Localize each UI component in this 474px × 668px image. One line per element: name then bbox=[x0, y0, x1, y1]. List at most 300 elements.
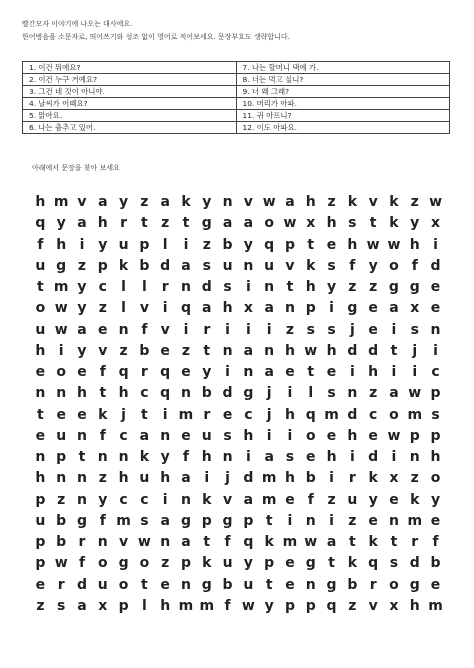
puzzle-letter: i bbox=[183, 321, 189, 338]
puzzle-letter: f bbox=[224, 597, 231, 614]
puzzle-letter: y bbox=[326, 279, 337, 295]
puzzle-letter: n bbox=[305, 576, 316, 593]
puzzle-letter: d bbox=[201, 279, 212, 295]
puzzle-letter: v bbox=[119, 534, 129, 550]
puzzle-letter: n bbox=[180, 385, 191, 402]
puzzle-letter: t bbox=[307, 236, 315, 253]
puzzle-letter: z bbox=[98, 300, 107, 317]
puzzle-letter: z bbox=[119, 342, 128, 359]
puzzle-letter: y bbox=[368, 491, 378, 508]
puzzle-letter: i bbox=[433, 342, 438, 359]
puzzle-letter: h bbox=[284, 406, 295, 423]
sentence-cell: 11. 귀 아프니? bbox=[236, 110, 450, 122]
puzzle-letter: q bbox=[305, 406, 316, 423]
puzzle-letter: h bbox=[201, 449, 212, 465]
puzzle-letter: w bbox=[429, 194, 442, 210]
puzzle-letter: n bbox=[430, 321, 441, 338]
puzzle-letter: y bbox=[119, 194, 129, 210]
puzzle-letter: g bbox=[409, 279, 420, 295]
puzzle-letter: f bbox=[224, 534, 231, 550]
puzzle-letter: i bbox=[266, 321, 272, 338]
puzzle-letter: m bbox=[178, 406, 194, 423]
puzzle-letter: m bbox=[324, 406, 339, 423]
puzzle-letter: a bbox=[77, 215, 87, 232]
puzzle-letter: k bbox=[181, 194, 191, 210]
puzzle-letter: h bbox=[243, 427, 254, 444]
puzzle-letter: n bbox=[347, 385, 358, 402]
puzzle-letter: c bbox=[431, 364, 440, 380]
puzzle-letter: h bbox=[347, 427, 358, 444]
puzzle-letter: u bbox=[35, 512, 46, 529]
puzzle-letter: u bbox=[201, 427, 212, 444]
puzzle-letter: c bbox=[140, 385, 149, 402]
puzzle-letter: t bbox=[37, 406, 44, 423]
puzzle-letter: m bbox=[261, 491, 277, 508]
puzzle-letter: r bbox=[348, 470, 356, 487]
puzzle-letter: s bbox=[223, 427, 232, 444]
puzzle-letter: h bbox=[305, 279, 316, 295]
puzzle-letter: k bbox=[368, 534, 378, 550]
puzzle-letter: i bbox=[329, 300, 334, 317]
puzzle-letter: l bbox=[141, 597, 147, 614]
puzzle-letter: e bbox=[222, 406, 233, 423]
puzzle-letter: s bbox=[140, 512, 149, 529]
puzzle-letter: y bbox=[202, 194, 212, 210]
puzzle-letter: q bbox=[35, 215, 46, 232]
puzzle-letter: i bbox=[412, 364, 418, 380]
puzzle-letter: j bbox=[121, 406, 126, 423]
puzzle-letter: y bbox=[368, 257, 378, 274]
puzzle-letter: j bbox=[412, 342, 418, 359]
puzzle-letter: v bbox=[139, 300, 149, 317]
puzzle-letter: z bbox=[181, 342, 191, 359]
puzzle-letter: h bbox=[409, 236, 420, 253]
word-search-grid bbox=[30, 192, 446, 617]
puzzle-letter: h bbox=[326, 342, 337, 359]
puzzle-letter: f bbox=[349, 257, 356, 274]
puzzle-letter: z bbox=[140, 194, 149, 210]
puzzle-letter: b bbox=[56, 534, 67, 550]
puzzle-letter: a bbox=[264, 449, 274, 465]
puzzle-letter: b bbox=[139, 342, 150, 359]
puzzle-letter: j bbox=[266, 385, 272, 402]
puzzle-letter: q bbox=[243, 534, 254, 550]
puzzle-letter: y bbox=[410, 215, 420, 232]
puzzle-letter: n bbox=[243, 257, 254, 274]
puzzle-letter: r bbox=[411, 534, 419, 550]
puzzle-letter: x bbox=[306, 215, 316, 232]
puzzle-letter: x bbox=[389, 597, 399, 614]
puzzle-letter: a bbox=[389, 385, 399, 402]
puzzle-letter: k bbox=[202, 555, 212, 572]
puzzle-letter: h bbox=[35, 470, 46, 487]
puzzle-letter: n bbox=[264, 279, 275, 295]
puzzle-letter: b bbox=[347, 576, 358, 593]
puzzle-letter: r bbox=[203, 406, 211, 423]
puzzle-letter: b bbox=[305, 470, 316, 487]
puzzle-letter: g bbox=[180, 512, 191, 529]
puzzle-letter: e bbox=[285, 491, 295, 508]
puzzle-letter: s bbox=[285, 449, 295, 465]
puzzle-letter: u bbox=[222, 555, 233, 572]
puzzle-letter: p bbox=[305, 597, 316, 614]
puzzle-letter: a bbox=[160, 194, 170, 210]
puzzle-letter: i bbox=[225, 321, 230, 338]
puzzle-letter: g bbox=[201, 576, 212, 593]
puzzle-letter: d bbox=[160, 257, 171, 274]
puzzle-letter: p bbox=[118, 597, 129, 614]
puzzle-letter: e bbox=[98, 321, 108, 338]
puzzle-letter: o bbox=[389, 257, 399, 274]
puzzle-letter: g bbox=[243, 385, 254, 402]
puzzle-letter: g bbox=[388, 279, 399, 295]
puzzle-letter: a bbox=[139, 427, 150, 444]
puzzle-letter: z bbox=[410, 470, 419, 487]
puzzle-letter: n bbox=[409, 449, 420, 465]
puzzle-letter: y bbox=[56, 215, 66, 232]
puzzle-letter: h bbox=[118, 385, 129, 402]
puzzle-letter: u bbox=[35, 257, 46, 274]
puzzle-letter: y bbox=[77, 279, 87, 295]
puzzle-letter: p bbox=[35, 491, 46, 508]
puzzle-letter: a bbox=[202, 300, 212, 317]
puzzle-letter: t bbox=[182, 215, 190, 232]
puzzle-letter: v bbox=[368, 194, 378, 210]
puzzle-letter: c bbox=[140, 491, 149, 508]
sentence-cell: 8. 너는 먹고 싶니? bbox=[236, 74, 450, 86]
puzzle-letter: z bbox=[348, 597, 357, 614]
puzzle-letter: x bbox=[431, 215, 441, 232]
puzzle-letter: l bbox=[141, 279, 147, 295]
puzzle-letter: n bbox=[97, 449, 108, 465]
puzzle-letter: i bbox=[287, 385, 293, 402]
puzzle-letter: b bbox=[222, 576, 233, 593]
puzzle-letter: n bbox=[118, 321, 129, 338]
puzzle-letter: p bbox=[35, 534, 46, 550]
puzzle-letter: e bbox=[160, 576, 170, 593]
word-search-heading: 아래에서 문장을 찾아 보세요 bbox=[32, 164, 120, 172]
puzzle-letter: p bbox=[409, 427, 420, 444]
puzzle-letter: l bbox=[308, 385, 314, 402]
puzzle-letter: h bbox=[160, 470, 171, 487]
puzzle-letter: k bbox=[389, 194, 399, 210]
puzzle-letter: g bbox=[56, 257, 67, 274]
puzzle-letter: s bbox=[431, 406, 440, 423]
puzzle-letter: e bbox=[35, 364, 46, 380]
puzzle-letter: w bbox=[304, 342, 318, 359]
puzzle-letter: e bbox=[35, 427, 46, 444]
puzzle-letter: n bbox=[180, 576, 191, 593]
puzzle-letter: v bbox=[98, 342, 108, 359]
puzzle-letter: o bbox=[264, 215, 274, 232]
puzzle-letter: n bbox=[388, 512, 399, 529]
sentence-cell: 6. 나는 춤추고 있어. bbox=[23, 122, 237, 134]
puzzle-letter: n bbox=[160, 427, 171, 444]
instructions-line-1: 빨간모자 이야기에 나오는 대사에요. bbox=[22, 20, 133, 28]
puzzle-letter: q bbox=[368, 555, 379, 572]
puzzle-letter: h bbox=[284, 470, 295, 487]
puzzle-letter: a bbox=[181, 534, 191, 550]
puzzle-letter: i bbox=[162, 491, 168, 508]
puzzle-letter: c bbox=[368, 406, 378, 423]
puzzle-letter: b bbox=[430, 555, 441, 572]
puzzle-letter: k bbox=[306, 257, 316, 274]
puzzle-letter: t bbox=[141, 406, 148, 423]
puzzle-letter: c bbox=[119, 427, 128, 444]
puzzle-letter: t bbox=[203, 342, 211, 359]
puzzle-letter: a bbox=[243, 215, 254, 232]
puzzle-letter: n bbox=[284, 300, 295, 317]
puzzle-letter: h bbox=[305, 194, 316, 210]
puzzle-letter: s bbox=[57, 597, 66, 614]
puzzle-letter: i bbox=[391, 321, 397, 338]
puzzle-letter: p bbox=[264, 555, 275, 572]
puzzle-letter: e bbox=[326, 427, 337, 444]
puzzle-letter: d bbox=[243, 470, 254, 487]
puzzle-letter: e bbox=[181, 364, 191, 380]
puzzle-letter: e bbox=[160, 342, 170, 359]
puzzle-letter: i bbox=[225, 364, 230, 380]
puzzle-letter: d bbox=[409, 555, 420, 572]
puzzle-letter: o bbox=[430, 470, 441, 487]
puzzle-letter: d bbox=[368, 449, 379, 465]
puzzle-letter: r bbox=[369, 576, 377, 593]
puzzle-letter: f bbox=[37, 236, 44, 253]
puzzle-letter: h bbox=[326, 449, 337, 465]
puzzle-letter: h bbox=[56, 236, 67, 253]
puzzle-letter: b bbox=[139, 257, 150, 274]
puzzle-letter: n bbox=[97, 534, 108, 550]
puzzle-letter: i bbox=[245, 279, 251, 295]
puzzle-letter: e bbox=[430, 300, 441, 317]
puzzle-letter: m bbox=[199, 597, 215, 614]
puzzle-letter: y bbox=[243, 236, 253, 253]
puzzle-letter: n bbox=[77, 470, 87, 487]
puzzle-letter: y bbox=[202, 364, 212, 380]
puzzle-letter: j bbox=[349, 321, 355, 338]
puzzle-letter: w bbox=[54, 321, 68, 338]
puzzle-letter: s bbox=[410, 321, 419, 338]
puzzle-letter: a bbox=[389, 300, 399, 317]
sentence-row bbox=[23, 98, 450, 110]
puzzle-letter: h bbox=[35, 342, 46, 359]
puzzle-letter: k bbox=[264, 534, 274, 550]
puzzle-letter: f bbox=[99, 364, 106, 380]
puzzle-letter: w bbox=[366, 236, 380, 253]
puzzle-letter: a bbox=[160, 512, 170, 529]
puzzle-letter: i bbox=[245, 449, 251, 465]
puzzle-letter: d bbox=[430, 257, 441, 274]
sentence-row bbox=[23, 86, 450, 98]
puzzle-letter: g bbox=[201, 215, 212, 232]
puzzle-letter: z bbox=[285, 321, 295, 338]
puzzle-letter: n bbox=[35, 449, 46, 465]
puzzle-letter: k bbox=[202, 491, 212, 508]
puzzle-letter: u bbox=[118, 236, 129, 253]
puzzle-letter: i bbox=[162, 300, 168, 317]
puzzle-letter: i bbox=[329, 470, 334, 487]
puzzle-letter: o bbox=[97, 555, 108, 572]
puzzle-letter: g bbox=[118, 555, 129, 572]
puzzle-letter: n bbox=[305, 512, 316, 529]
puzzle-letter: e bbox=[56, 406, 66, 423]
puzzle-letter: r bbox=[140, 364, 148, 380]
puzzle-letter: a bbox=[326, 534, 337, 550]
sentence-table bbox=[22, 61, 450, 134]
puzzle-letter: k bbox=[347, 555, 357, 572]
puzzle-letter: z bbox=[77, 257, 87, 274]
puzzle-letter: n bbox=[160, 534, 171, 550]
puzzle-letter: y bbox=[98, 236, 108, 253]
puzzle-letter: d bbox=[222, 385, 233, 402]
puzzle-letter: s bbox=[202, 257, 211, 274]
puzzle-letter: z bbox=[36, 597, 45, 614]
puzzle-letter: n bbox=[118, 449, 129, 465]
puzzle-letter: f bbox=[411, 257, 418, 274]
puzzle-letter: u bbox=[35, 321, 46, 338]
puzzle-letter: e bbox=[77, 406, 87, 423]
puzzle-letter: p bbox=[430, 385, 441, 402]
puzzle-letter: i bbox=[79, 236, 85, 253]
puzzle-letter: o bbox=[56, 364, 66, 380]
sentence-cell: 2. 이건 누구 거예요? bbox=[23, 74, 237, 86]
puzzle-letter: v bbox=[77, 194, 87, 210]
puzzle-letter: i bbox=[204, 470, 210, 487]
puzzle-letter: n bbox=[222, 449, 233, 465]
sentence-cell: 10. 머리가 아파. bbox=[236, 98, 450, 110]
puzzle-letter: x bbox=[389, 470, 399, 487]
puzzle-letter: e bbox=[430, 576, 441, 593]
puzzle-letter: e bbox=[389, 491, 399, 508]
puzzle-letter: p bbox=[284, 236, 295, 253]
puzzle-letter: w bbox=[387, 236, 401, 253]
puzzle-letter: y bbox=[160, 449, 170, 465]
puzzle-letter: t bbox=[37, 279, 44, 295]
puzzle-letter: z bbox=[369, 385, 378, 402]
puzzle-letter: t bbox=[286, 279, 294, 295]
puzzle-letter: t bbox=[369, 215, 377, 232]
puzzle-letter: y bbox=[430, 491, 441, 508]
puzzle-letter: q bbox=[160, 364, 171, 380]
puzzle-letter: g bbox=[305, 555, 316, 572]
puzzle-letter: i bbox=[349, 364, 355, 380]
puzzle-letter: q bbox=[118, 364, 129, 380]
puzzle-letter: u bbox=[222, 257, 233, 274]
puzzle-letter: e bbox=[181, 427, 191, 444]
sentence-cell: 5. 맑아요. bbox=[23, 110, 237, 122]
puzzle-letter: n bbox=[222, 342, 233, 359]
puzzle-letter: u bbox=[264, 257, 275, 274]
puzzle-letter: e bbox=[77, 364, 87, 380]
puzzle-letter: z bbox=[327, 491, 336, 508]
sentence-cell: 3. 그건 네 것이 아니야. bbox=[23, 86, 237, 98]
puzzle-letter: h bbox=[284, 342, 295, 359]
puzzle-letter: w bbox=[241, 597, 255, 614]
puzzle-letter: g bbox=[347, 300, 358, 317]
puzzle-letter: i bbox=[433, 236, 438, 253]
puzzle-letter: e bbox=[430, 512, 441, 529]
puzzle-letter: a bbox=[243, 491, 254, 508]
sentence-row bbox=[23, 110, 450, 122]
puzzle-letter: f bbox=[78, 555, 86, 572]
sentence-cell: 4. 날씨가 어때요? bbox=[23, 98, 237, 110]
puzzle-letter: u bbox=[243, 576, 254, 593]
puzzle-letter: s bbox=[348, 215, 357, 232]
puzzle-letter: r bbox=[78, 534, 86, 550]
puzzle-letter: s bbox=[327, 321, 336, 338]
puzzle-letter: v bbox=[223, 491, 233, 508]
puzzle-letter: r bbox=[120, 215, 128, 232]
sentence-cell: 1. 이건 뭐에요? bbox=[23, 62, 237, 74]
puzzle-letter: n bbox=[56, 385, 67, 402]
puzzle-letter: a bbox=[181, 257, 191, 274]
puzzle-letter: i bbox=[162, 406, 168, 423]
puzzle-letter: h bbox=[160, 597, 171, 614]
puzzle-letter: k bbox=[98, 406, 108, 423]
puzzle-letter: t bbox=[307, 364, 315, 380]
puzzle-letter: i bbox=[183, 236, 189, 253]
puzzle-letter: e bbox=[368, 427, 378, 444]
puzzle-letter: a bbox=[285, 194, 295, 210]
puzzle-letter: p bbox=[430, 427, 441, 444]
sentence-cell: 7. 나는 할머니 댁에 가. bbox=[236, 62, 450, 74]
puzzle-letter: q bbox=[180, 300, 191, 317]
puzzle-letter: e bbox=[368, 321, 378, 338]
puzzle-letter: m bbox=[407, 406, 423, 423]
puzzle-letter: h bbox=[368, 364, 379, 380]
puzzle-letter: g bbox=[409, 576, 420, 593]
puzzle-letter: y bbox=[77, 300, 87, 317]
puzzle-letter: r bbox=[161, 279, 169, 295]
puzzle-letter: l bbox=[121, 300, 126, 317]
puzzle-letter: w bbox=[54, 555, 68, 572]
puzzle-letter: n bbox=[180, 279, 191, 295]
puzzle-letter: i bbox=[391, 449, 397, 465]
puzzle-letter: f bbox=[307, 491, 314, 508]
puzzle-letter: r bbox=[203, 321, 211, 338]
puzzle-letter: t bbox=[265, 512, 273, 529]
puzzle-letter: v bbox=[243, 194, 253, 210]
puzzle-letter: g bbox=[326, 576, 337, 593]
puzzle-letter: i bbox=[287, 427, 293, 444]
sentence-cell: 9. 너 왜 그래? bbox=[236, 86, 450, 98]
puzzle-letter: z bbox=[327, 194, 336, 210]
puzzle-letter: d bbox=[347, 406, 358, 423]
puzzle-letter: v bbox=[160, 321, 170, 338]
puzzle-letter: r bbox=[57, 576, 65, 593]
puzzle-letter: s bbox=[327, 385, 336, 402]
puzzle-letter: m bbox=[53, 194, 69, 210]
puzzle-letter: d bbox=[347, 342, 358, 359]
puzzle-letter: a bbox=[77, 597, 87, 614]
puzzle-letter: z bbox=[161, 215, 170, 232]
puzzle-letter: e bbox=[326, 236, 337, 253]
puzzle-letter: f bbox=[99, 512, 106, 529]
puzzle-letter: n bbox=[180, 491, 191, 508]
puzzle-letter: h bbox=[222, 300, 233, 317]
puzzle-letter: i bbox=[287, 512, 293, 529]
puzzle-letter: x bbox=[98, 597, 108, 614]
puzzle-letter: w bbox=[54, 300, 68, 317]
puzzle-letter: f bbox=[432, 534, 439, 550]
puzzle-letter: e bbox=[430, 279, 441, 295]
puzzle-letter: f bbox=[141, 321, 148, 338]
puzzle-letter: o bbox=[389, 576, 399, 593]
puzzle-letter: q bbox=[264, 236, 275, 253]
puzzle-letter: m bbox=[116, 512, 131, 529]
puzzle-letter: c bbox=[98, 279, 107, 295]
puzzle-letter: s bbox=[389, 555, 399, 572]
